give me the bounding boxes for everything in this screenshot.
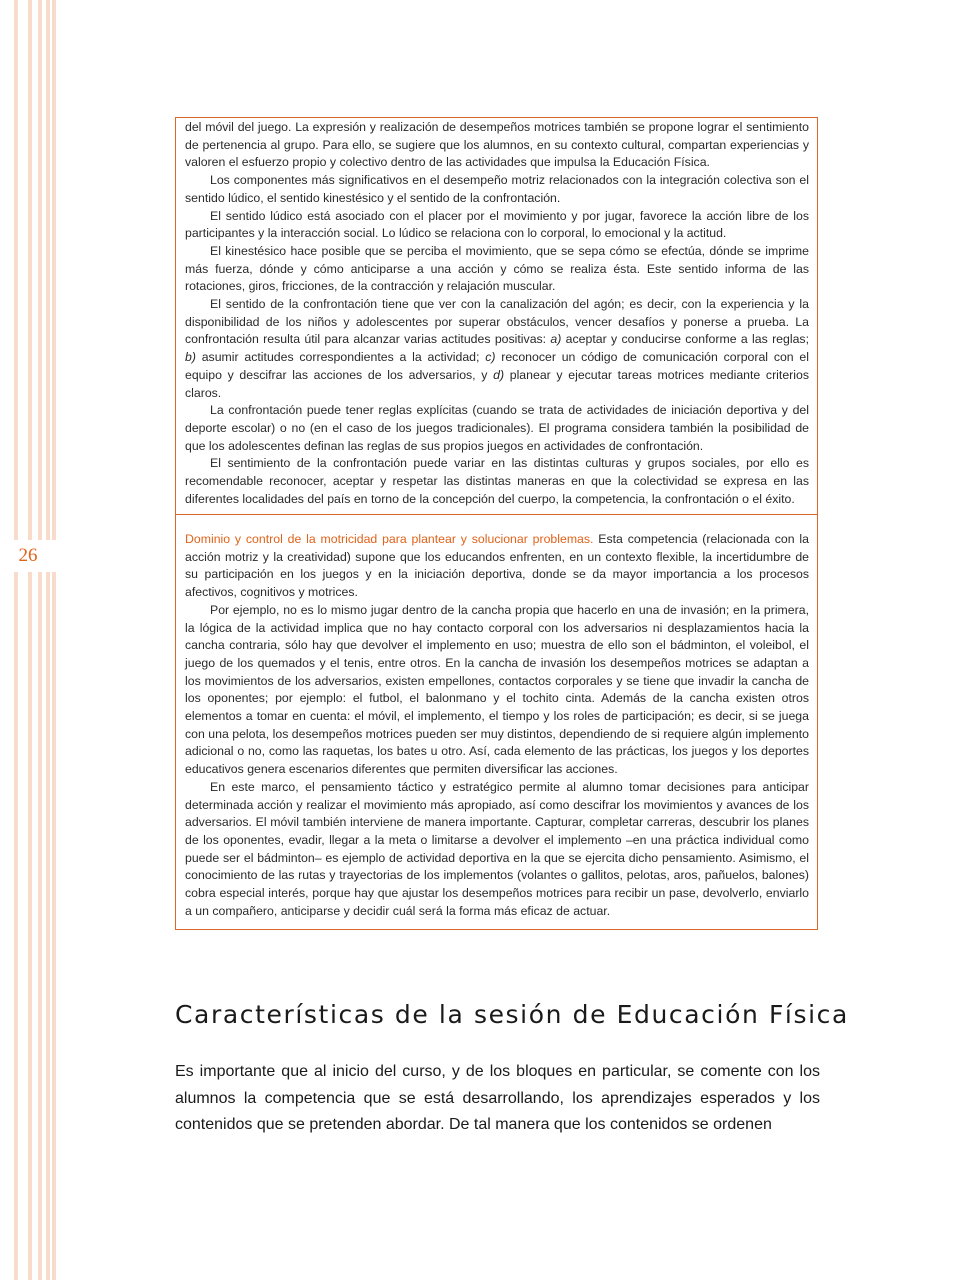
paragraph: El sentimiento de la confrontación puede variar en las distintas culturas y grupos sociales, por ello es recomendable reconocer, aceptar y respetar las distintas maneras en que la colectividad se expresa en las diferentes localidades del país en torno de la concepción del cuerpo, la competencia, la confrontación o el éxito. — [185, 456, 809, 506]
paragraph: del móvil del juego. La expresión y realización de desempeños motrices también se propone lograr el sentimiento de pertenencia al grupo. Para ello, se sugiere que los alumnos, en su contexto cultural, compartan experiencias y valoren el esfuerzo propio y colectivo dentro de las actividades que impulsa la Educación Física. — [185, 120, 809, 170]
margin-stripe — [28, 0, 32, 1280]
text: aceptar y conducirse conforme a las reglas; — [561, 332, 809, 347]
paragraph-confrontation — [185, 296, 809, 402]
paragraph: Los componentes más significativos en el desempeño motriz relacionados con la integración colectiva son el sentido lúdico, el sentido kinestésico y el sentido de la confrontación. — [185, 173, 809, 205]
margin-stripe — [52, 0, 56, 1280]
text: Esta competencia (relacionada con la acción motriz y la creatividad) supone que los educandos enfrenten, en un contexto flexible, la incertidumbre de su participación en los juegos y en la iniciación deportiva, donde se da mayor importancia a los procesos afectivos, cognitivos y motrices. — [185, 532, 809, 600]
section-title: Características de la sesión de Educación Física — [175, 1000, 849, 1029]
paragraph: El sentido lúdico está asociado con el placer por el movimiento y por jugar, favorece la acción libre de los participantes y la interacción social. Lo lúdico se relaciona con lo corporal, lo emocional y la actitud. — [185, 208, 809, 241]
text: El sentido de la confrontación tiene que ver con la canalización del agón; es decir, con la experiencia y la disponibilidad de los niños y adolescentes por superar obstáculos, vencer desafíos y ponerse a prueba. La confrontación resulta útil para alcanzar varias actitudes positivas: — [185, 297, 809, 347]
margin-stripe — [14, 0, 18, 1280]
paragraph-lead — [185, 531, 809, 602]
text-box-integration — [175, 117, 818, 515]
text: asumir actitudes correspondientes a la actividad; — [195, 350, 486, 365]
page-number: 26 — [0, 540, 56, 572]
text: planear y ejecutar tareas motrices mediante criterios claros. — [185, 367, 809, 400]
paragraph: La confrontación puede tener reglas explícitas (cuando se trata de actividades de iniciación deportiva y del deporte escolar) o no (en el caso de los juegos tradicionales). El programa considera también la posibilidad de que los adolescentes definan las reglas de sus propios juegos en actividades de confrontación. — [185, 403, 809, 453]
paragraph: El kinestésico hace posible que se perciba el movimiento, que se sepa cómo se efectúa, dónde se imprime más fuerza, dónde y cómo anticiparse a una acción y cómo se realiza ésta. Este sentido informa de las rotaciones, giros, fricciones, de la contracción y relajación muscular. — [185, 243, 809, 294]
text: reconocer un código de comunicación corporal con el equipo y descifrar las acciones de los adversarios, y — [185, 350, 809, 382]
paragraph: Por ejemplo, no es lo mismo jugar dentro de la cancha propia que hacerlo en una de invasión; en la primera, la lógica de la actividad implica que no hay contacto corporal con los adversarios ni desplazamientos hacia la cancha contraria, sólo hay que devolver el implemento en uso; muestra de ello son el bádminton, el voleibol, el juego de los quemados y el tenis, entre otros. En la cancha de invasión los desempeños motrices se adaptan a los movimientos de los adversarios, existen empellones, contactos corporales y se tiene que invadir la cancha de los oponentes; por ejemplo: el futbol, el balonmano y el tochito cinta. Además de la cancha existen otros elementos a tomar en cuenta: el móvil, el implemento, el tiempo y los roles de participación; es decir, si se juega con una pelota, los desempeños motrices pueden ser muy distintos, dependiendo de si requiere algún implemento adicional o no, como las raquetas, los bates u otro. Así, cada elemento de las prácticas, los juegos y los deportes educativos genera escenarios diferentes que permiten diversificar las acciones. — [185, 602, 809, 777]
margin-stripe — [46, 0, 50, 1280]
section-intro: Es importante que al inicio del curso, y de los bloques en particular, se comente con los alumnos la competencia que se está desarrollando, los aprendizajes esperados y los contenidos que se pretenden abordar. De tal manera que los contenidos se ordenen — [175, 1063, 820, 1133]
list-marker: c) — [485, 350, 496, 365]
margin-stripe — [38, 0, 42, 1280]
text-box-motor-control — [175, 514, 818, 930]
box-heading: Dominio y control de la motricidad para plantear y solucionar problemas. — [185, 532, 594, 546]
list-marker: a) — [550, 332, 562, 347]
list-marker: b) — [185, 350, 196, 365]
list-marker: d) — [493, 367, 505, 382]
paragraph: En este marco, el pensamiento táctico y estratégico permite al alumno tomar decisiones para anticipar determinada acción y realizar el movimiento más apropiado, así como descifrar los movimientos y avances de los adversarios. El móvil también interviene de manera importante. Capturar, completar carreras, descubrir los planes de los oponentes, evadir, llegar a la meta o limitarse a devolver el implemento –en una práctica individual como puede ser el bádminton– es ejemplo de actividad deportiva en la que se ejercita dicho pensamiento. Asimismo, el conocimiento de las rutas y trayectorias de los implementos (volantes o gallitos, pelotas, aros, pañuelos, balones) cobra especial interés, porque hay que ajustar los desempeños motrices para recibir un pase, devolverlo, enviarlo a un compañero, anticiparse y decidir cuál será la forma más eficaz de actuar. — [185, 779, 809, 918]
